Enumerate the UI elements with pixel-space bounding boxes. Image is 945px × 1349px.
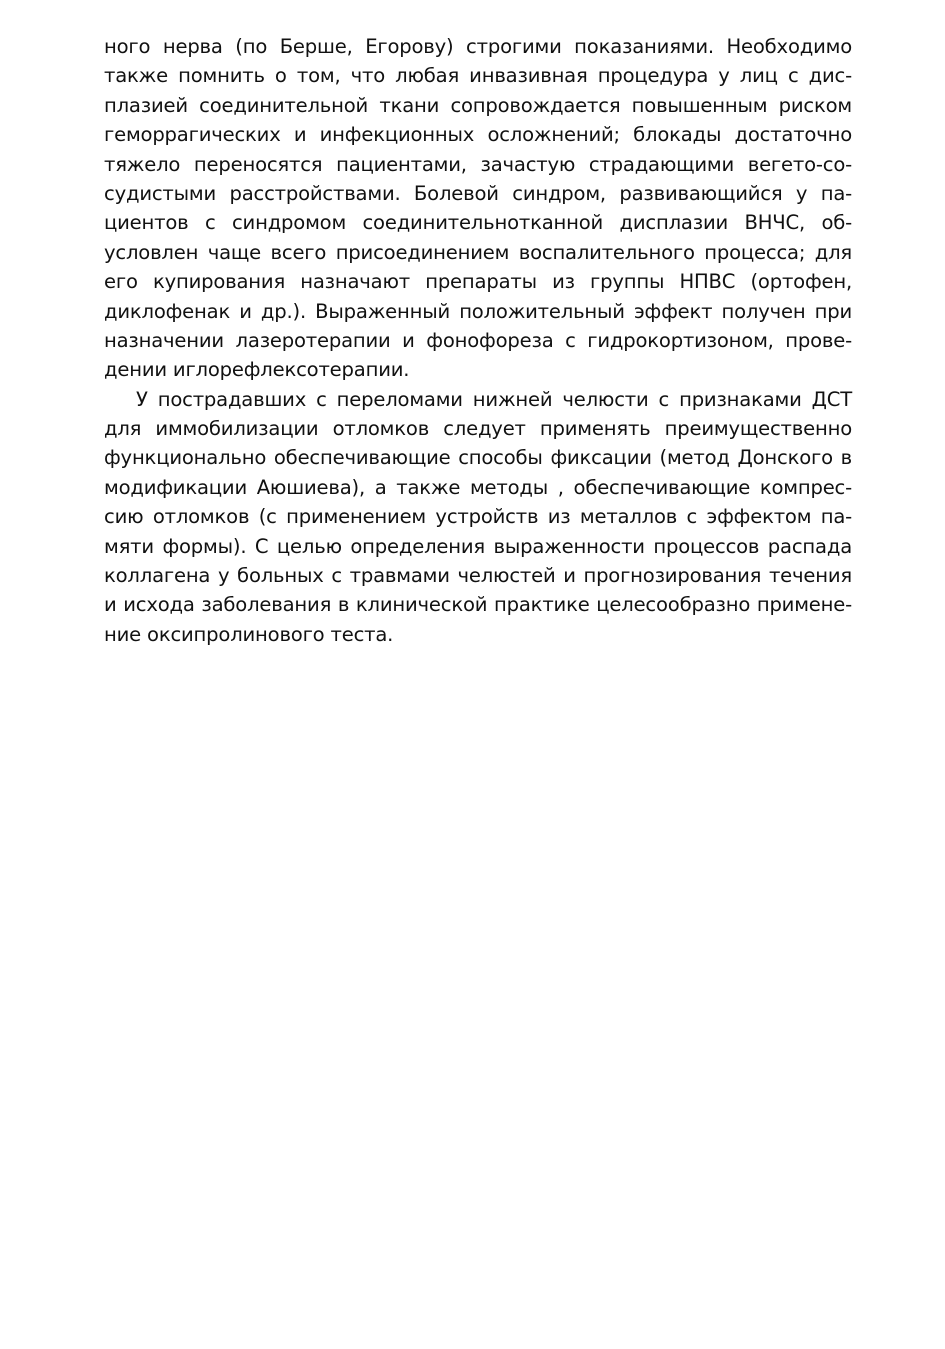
text-line: его купирования назначают препараты из группы НПВС (ортофен, [104, 270, 852, 294]
text-line: назначении лазеротерапии и фонофореза с гидрокортизоном, прове- [104, 328, 852, 352]
text-line: для иммобилизации отломков следует применять преимущественно [104, 417, 852, 441]
text-line: и исхода заболевания в клинической практике целесообразно примене- [104, 593, 852, 617]
paragraph-1 [104, 32, 852, 385]
text-line: циентов с синдромом соединительнотканной дисплазии ВНЧС, об- [104, 211, 852, 235]
text-line: плазией соединительной ткани сопровождается повышенным риском [104, 93, 852, 117]
document-page [104, 32, 852, 649]
text-line: сию отломков (с применением устройств из металлов с эффектом па- [104, 505, 852, 529]
text-line: условлен чаще всего присоединением воспалительного процесса; для [104, 240, 852, 264]
text-line: диклофенак и др.). Выраженный положительный эффект получен при [104, 299, 852, 323]
text-line: функционально обеспечивающие способы фиксации (метод Донского в [104, 446, 852, 470]
text-line: также помнить о том, что любая инвазивная процедура у лиц с дис- [104, 64, 852, 88]
text-line: У пострадавших с переломами нижней челюсти с признаками ДСТ [136, 387, 852, 411]
paragraph-2 [104, 385, 852, 650]
text-line: дении иглорефлексотерапии. [104, 358, 410, 382]
text-line: геморрагических и инфекционных осложнений; блокады достаточно [104, 123, 852, 147]
text-line: судистыми расстройствами. Болевой синдром, развивающийся у па- [104, 181, 852, 205]
text-line: тяжело переносятся пациентами, зачастую страдающими вегето-со- [104, 152, 852, 176]
text-line: ние оксипролинового теста. [104, 622, 394, 646]
text-line: мяти формы). С целью определения выраженности процессов распада [104, 534, 852, 558]
text-line: коллагена у больных с травмами челюстей и прогнозирования течения [104, 564, 852, 588]
text-line: модификации Аюшиева), а также методы , обеспечивающие компрес- [104, 475, 852, 499]
text-line: ного нерва (по Берше, Егорову) строгими показаниями. Необходимо [104, 35, 852, 58]
